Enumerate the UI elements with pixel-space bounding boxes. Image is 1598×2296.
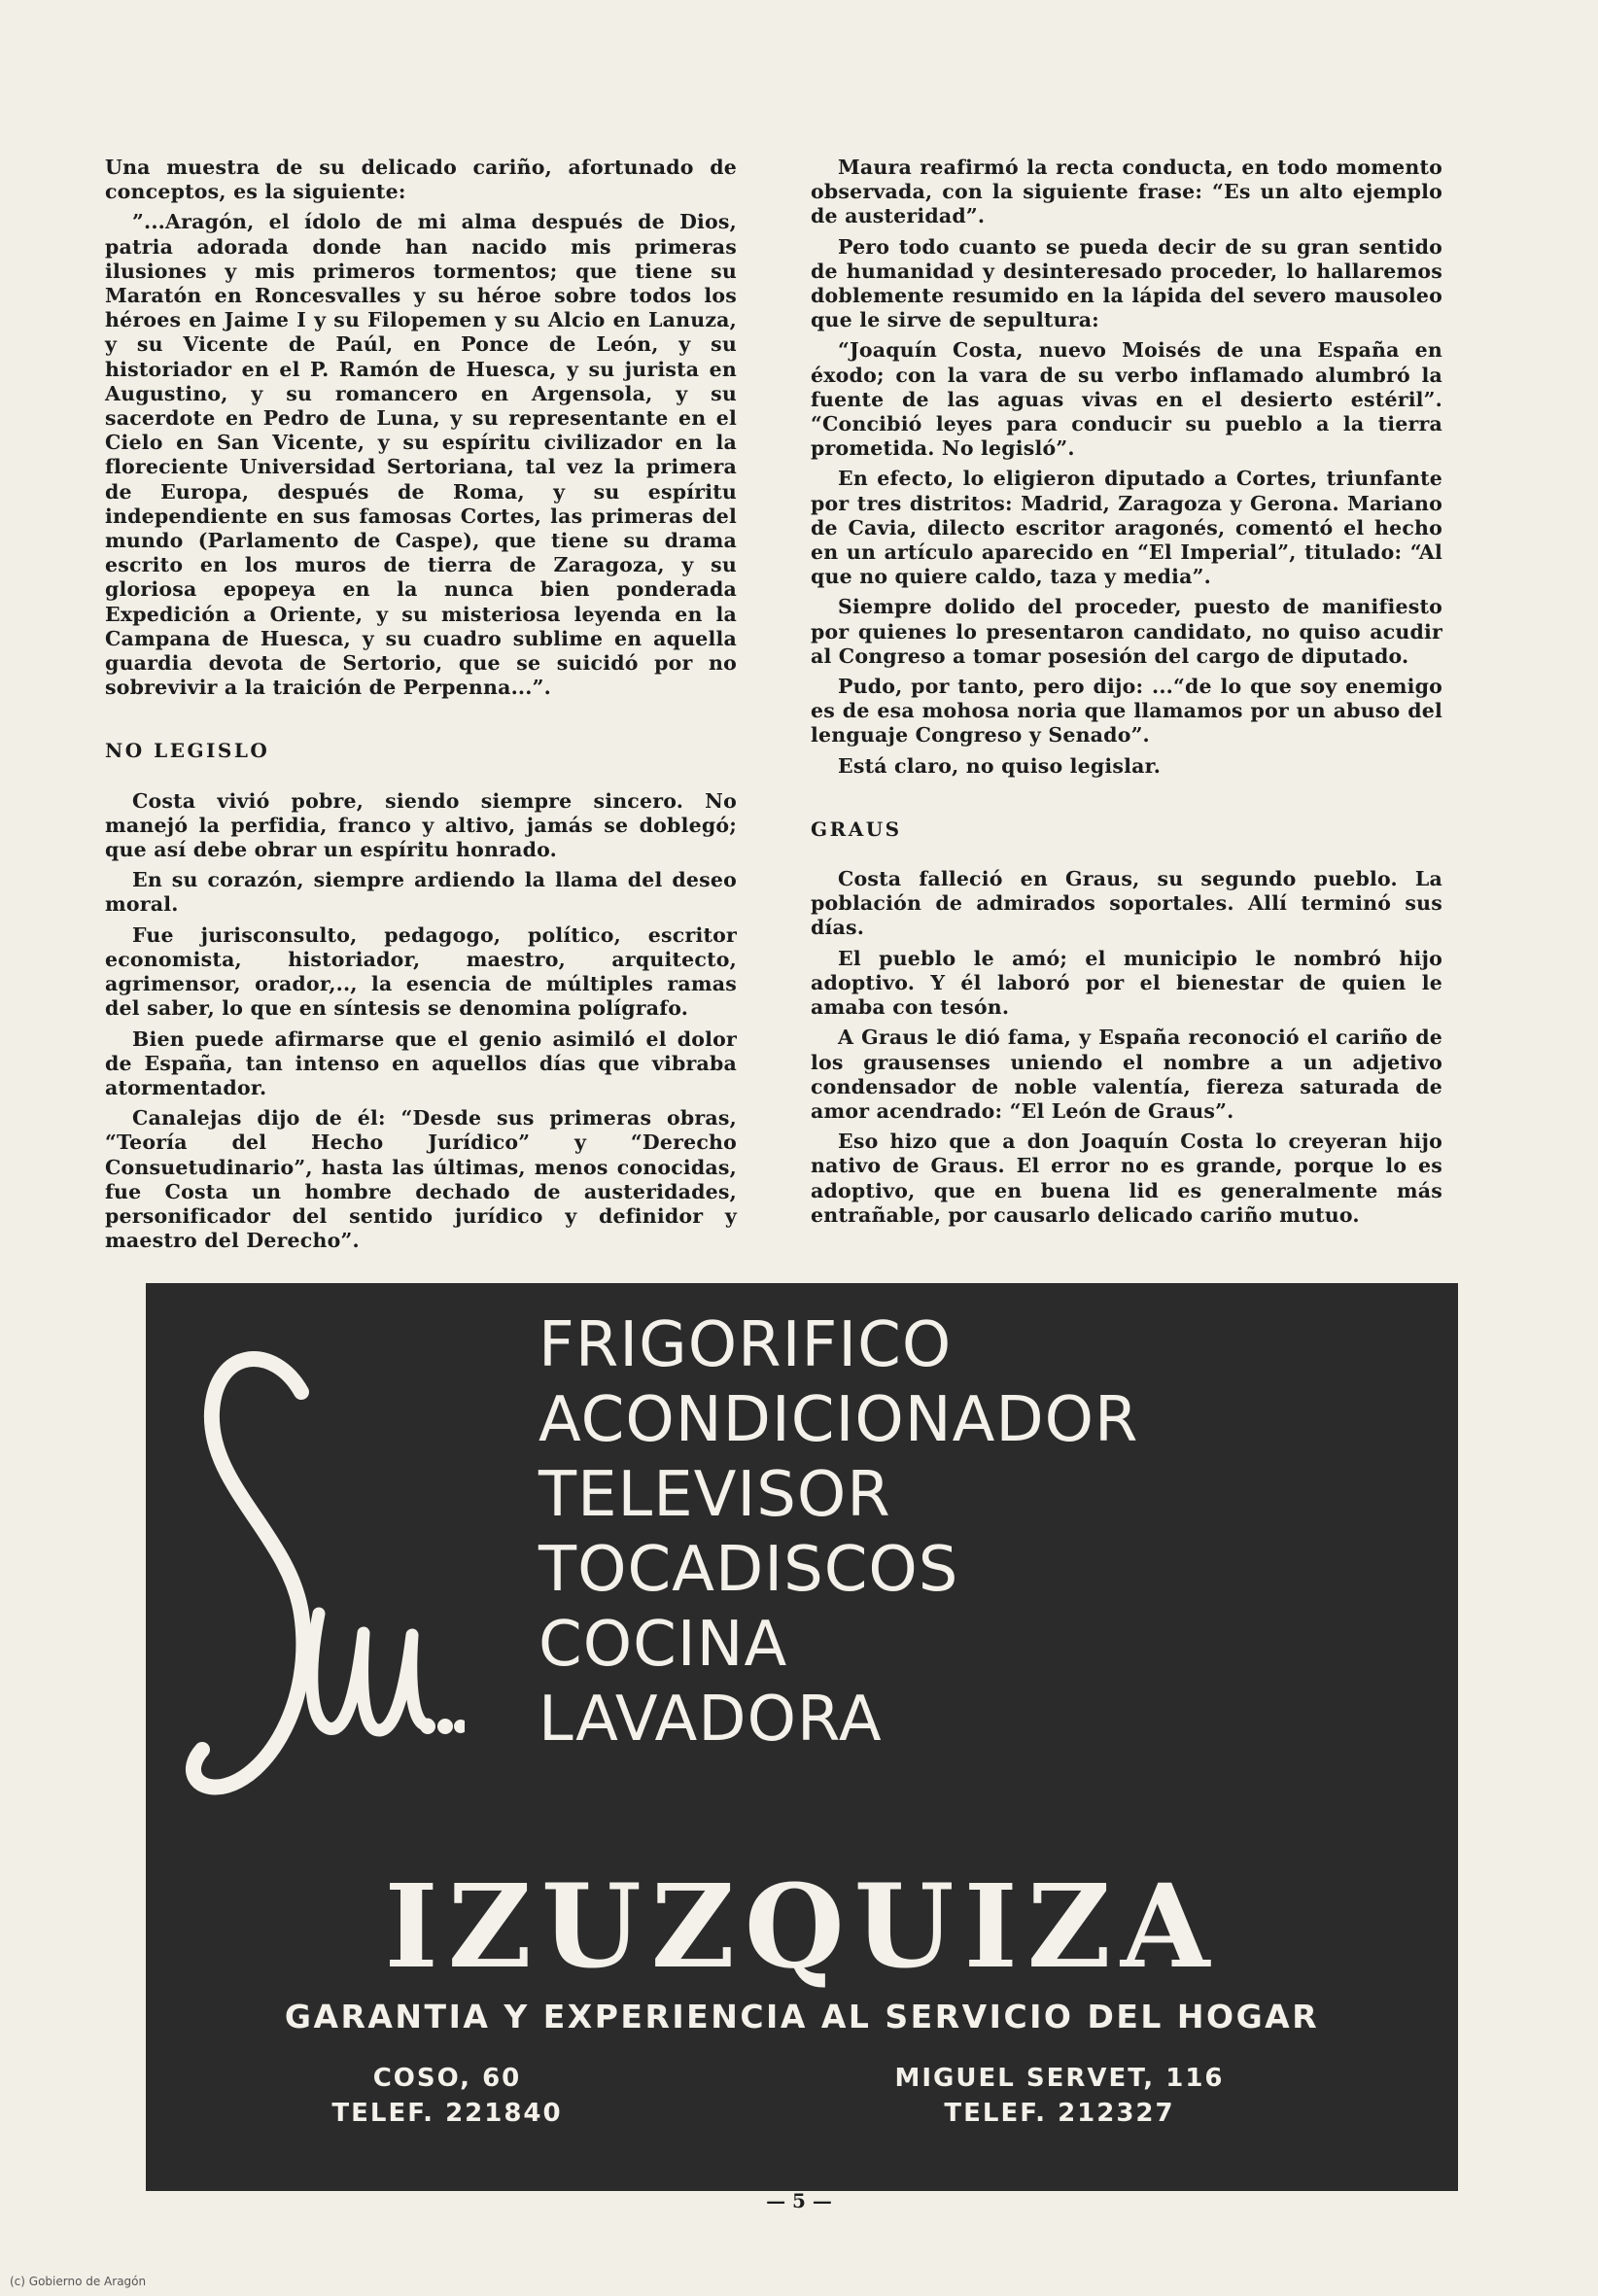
paragraph: Maura reafirmó la recta conducta, en todo momento observada, con la siguiente frase: “Es un alto ejemplo de austeridad”. [811, 156, 1442, 228]
paragraph: A Graus le dió fama, y España reconoció el cariño de los grausenses uniendo el nombre a un adjetivo condensador de noble valentía, fiereza saturada de amor acendrado: “El León de Graus”. [811, 1026, 1442, 1123]
paragraph: En efecto, lo eligieron diputado a Cortes, triunfante por tres distritos: Madrid, Zaragoza y Gerona. Mariano de Cavia, dilecto escritor aragonés, comentó el hecho en un artículo aparecido en “El Imperial”, titulado: “Al que no quiere caldo, taza y media”. [811, 467, 1442, 589]
phone-number: TELEF. 221840 [331, 2099, 563, 2128]
paragraph: Bien puede afirmarse que el genio asimiló el dolor de España, tan intenso en aquellos días que vibraba atormentador. [105, 1026, 737, 1099]
product-item: ACONDICIONADOR [538, 1384, 1139, 1456]
paragraph: Pero todo cuanto se pueda decir de su gran sentido de humanidad y desinteresado proceder, lo hallaremos doblemente resumido en la lápida del severo mausoleo que le sirve de sepultura: [811, 234, 1442, 332]
paragraph: Pudo, por tanto, pero dijo: ...“de lo que soy enemigo es de esa mohosa noria que llamamos por un abuso del lenguaje Congreso y Senado”. [811, 675, 1442, 748]
paragraph: El pueblo le amó; el municipio le nombró hijo adoptivo. Y él laboró por el bienestar de quien le amaba con tesón. [811, 946, 1442, 1020]
section-heading-graus: GRAUS [811, 817, 902, 841]
page-number: — 5 — [766, 2189, 832, 2212]
phone-number: TELEF. 212327 [944, 2099, 1175, 2128]
product-item: LAVADORA [538, 1684, 883, 1756]
script-su-logo [173, 1322, 465, 1857]
address-block-miguel-servet [855, 2061, 1264, 2131]
advertisement-izuzquiza [146, 1283, 1458, 2191]
product-item: TELEVISOR [538, 1459, 891, 1531]
paragraph: Eso hizo que a don Joaquín Costa lo creyeran hijo nativo de Graus. El error no es grande, porque lo es adoptivo, que en buena lid es generalmente más entrañable, por causarlo delicado cariño mutuo. [811, 1130, 1442, 1227]
paragraph: Una muestra de su delicado cariño, afortunado de conceptos, es la siguiente: [105, 156, 737, 204]
street-address: COSO, 60 [372, 2064, 522, 2093]
copyright-credit: (c) Gobierno de Aragón [10, 2275, 147, 2288]
quote-paragraph: ”...Aragón, el ídolo de mi alma después de Dios, patria adorada donde han nacido mis primeras ilusiones y mis primeros tormentos; que tiene su Maratón en Roncesvalles y su héroe sobre todos los héroes en Jaime I y su Filopemen y su Alcio en Lanuza, y su Vicente de Paúl, en Ponce de León, y su historiador en el P. Ramón de Huesca, y su jurista en Augustino, y su romancero en Argensola, y su sacerdote en Pedro de Luna, y su representante en el Cielo en San Vicente, y su espíritu civilizador en la floreciente Universidad Sertoriana, tal vez la primera de Europa, después de Roma, y su espíritu independiente en sus famosas Cortes, las primeras del mundo (Parlamento de Caspe), que tiene su drama escrito en los muros de tierra de Zaragoza, y su gloriosa epopeya en la nunca bien ponderada Expedición a Oriente, y su misteriosa leyenda en la Campana de Huesca, y su cuadro sublime en aquella guardia devota de Sertorio, que se suicidó por no sobrevivir a la traición de Perpenna...”. [105, 210, 737, 700]
paragraph: Costa falleció en Graus, su segundo pueblo. La población de admirados soportales. Allí terminó sus días. [811, 867, 1442, 940]
brand-name: IZUZQUIZA [384, 1859, 1220, 1994]
paragraph: Siempre dolido del proceder, puesto de manifiesto por quienes lo presentaron candidato, no quiso acudir al Congreso a tomar posesión del cargo de diputado. [811, 595, 1442, 668]
brand-tagline: GARANTIA Y EXPERIENCIA AL SERVICIO DEL HOGAR [284, 1998, 1320, 2035]
product-item: TOCADISCOS [538, 1534, 959, 1606]
paragraph: Canalejas dijo de él: “Desde sus primeras obras, “Teoría del Hecho Jurídico” y “Derecho Consuetudinario”, hasta las últimas, menos conocidas, fue Costa un hombre dechado de austeridades, personificador del sentido jurídico y definidor y maestro del Derecho”. [105, 1106, 737, 1253]
paragraph: Está claro, no quiso legislar. [838, 753, 1162, 778]
product-item: FRIGORIFICO [538, 1309, 953, 1381]
article-column-left [105, 156, 737, 1259]
article-column-right [811, 156, 1442, 1234]
paragraph: En su corazón, siempre ardiendo la llama del deseo moral. [105, 868, 737, 917]
product-item: COCINA [538, 1609, 788, 1681]
product-list [538, 1308, 1138, 1757]
street-address: MIGUEL SERVET, 116 [894, 2064, 1225, 2093]
paragraph: Costa vivió pobre, siendo siempre sincero. No manejó la perfidia, franco y altivo, jamás se doblegó; que así debe obrar un espíritu honrado. [105, 788, 737, 862]
paragraph: Fue jurisconsulto, pedagogo, político, escritor economista, historiador, maestro, arquitecto, agrimensor, orador,.., la esencia de múltiples ramas del saber, lo que en síntesis se denomina polígrafo. [105, 922, 737, 1021]
section-heading-no-legislo: NO LEGISLO [105, 739, 270, 763]
address-block-coso [301, 2061, 593, 2131]
epitaph-paragraph: “Joaquín Costa, nuevo Moisés de una España en éxodo; con la vara de su verbo inflamado alumbró la fuente de las aguas vivas en el desierto estéril”. “Concibió leyes para conducir su pueblo a la tierra prometida. No legisló”. [811, 338, 1442, 461]
